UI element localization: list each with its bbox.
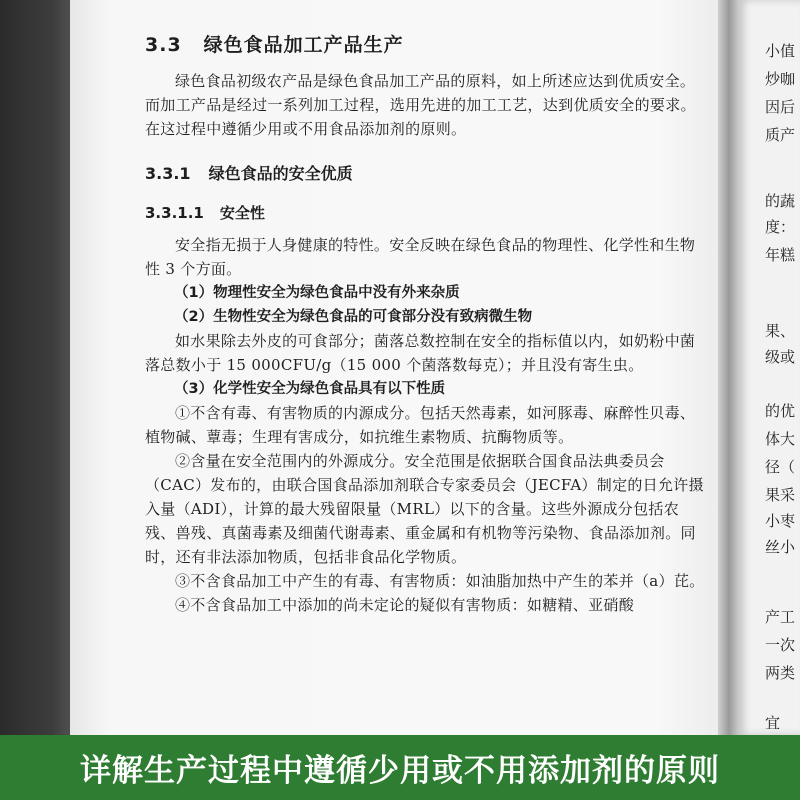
chemical-item-4: ④不含食品加工中添加的尚未定论的疑似有害物质：如糖精、亚硝酸 bbox=[175, 596, 635, 614]
subsection-title: 绿色食品的安全优质 bbox=[208, 164, 353, 183]
section-title: 绿色食品加工产品生产 bbox=[203, 34, 404, 56]
right-page-fragment: 宜 bbox=[765, 714, 781, 732]
subsubsection-title: 安全性 bbox=[219, 204, 265, 222]
right-page-fragment: 的蔬 bbox=[765, 192, 796, 210]
physical-safety-heading: （1）物理性安全为绿色食品中没有外来杂质 bbox=[174, 285, 460, 301]
right-page-fragment: 年糕 bbox=[765, 246, 796, 264]
right-page-fragment: 丝小 bbox=[765, 538, 796, 556]
subsection-number: 3.3.1 bbox=[145, 164, 191, 183]
right-page-fragment: 因后 bbox=[765, 98, 796, 116]
right-page-fragment: 度： bbox=[765, 218, 796, 236]
right-page-fragment: 一次 bbox=[765, 636, 796, 654]
subsubsection-number: 3.3.1.1 bbox=[145, 204, 204, 222]
book-gutter bbox=[718, 0, 740, 735]
chemical-item-3: ③不含食品加工中产生的有毒、有害物质：如油脂加热中产生的苯并（a）芘。 bbox=[175, 572, 705, 590]
right-page-fragment: 的优 bbox=[765, 402, 796, 420]
safety-definition-paragraph: 安全指无损于人身健康的特性。安全反映在绿色食品的物理性、化学性和生物性 3 个方面。 bbox=[145, 236, 696, 278]
section-intro-paragraph: 绿色食品初级农产品是绿色食品加工产品的原料，如上所述应达到优质安全。而加工产品是经过一系列加工过程，选用先进的加工工艺，达到优质安全的要求。在这过程中遵循少用或不用食品添加剂的原则。 bbox=[145, 72, 696, 138]
right-page-fragment: 产工 bbox=[765, 608, 796, 626]
subsection-heading bbox=[145, 161, 705, 184]
right-page-fragment: 两类 bbox=[765, 664, 796, 682]
promo-banner bbox=[0, 735, 800, 800]
right-page-fragment: 级或 bbox=[765, 348, 796, 366]
right-page-fragment: 体大 bbox=[765, 430, 796, 448]
right-page-fragment: 小值 bbox=[765, 42, 796, 60]
subsubsection-heading bbox=[145, 202, 705, 223]
chemical-item-2: ②含量在安全范围内的外源成分。安全范围是依据联合国食品法典委员会（CAC）发布的，由联合国食品添加剂联合专家委员会（JECFA）制定的日允许摄入量（ADI），计算的最大残留限量（MRL）以下的含量。这些外源成分包括农残、兽残、真菌毒素及细菌代谢毒素、重金属和有机物等污染物、食品添加剂。同时，还有非法添加物质，包括非食品化学物质。 bbox=[145, 452, 704, 566]
section-heading bbox=[145, 30, 705, 57]
chemical-safety-heading: （3）化学性安全为绿色食品具有以下性质 bbox=[174, 381, 446, 397]
right-page-fragment: 质产 bbox=[765, 126, 796, 144]
book-cover-background bbox=[0, 0, 75, 800]
promo-banner-text: 详解生产过程中遵循少用或不用添加剂的原则 bbox=[80, 753, 720, 789]
right-page-fragment: 果、 bbox=[765, 322, 796, 340]
right-page-fragment: 径（ bbox=[765, 458, 796, 476]
right-page-fragment: 小枣 bbox=[765, 512, 796, 530]
right-page-fragment: 果采 bbox=[765, 486, 796, 504]
biological-safety-paragraph: 如水果除去外皮的可食部分；菌落总数控制在安全的指标值以内，如奶粉中菌落总数小于 15 000CFU/g（15 000 个菌落数每克）；并且没有寄生虫。 bbox=[145, 332, 696, 374]
section-number: 3.3 bbox=[145, 34, 182, 56]
biological-safety-heading: （2）生物性安全为绿色食品的可食部分没有致病微生物 bbox=[174, 309, 533, 325]
page-content bbox=[145, 30, 705, 617]
chemical-item-1: ①不含有毒、有害物质的内源成分。包括天然毒素，如河豚毒、麻醉性贝毒、植物碱、蕈毒；生理有害成分，如抗维生素物质、抗酶物质等。 bbox=[145, 404, 696, 446]
right-page-fragment: 炒咖 bbox=[765, 70, 796, 88]
